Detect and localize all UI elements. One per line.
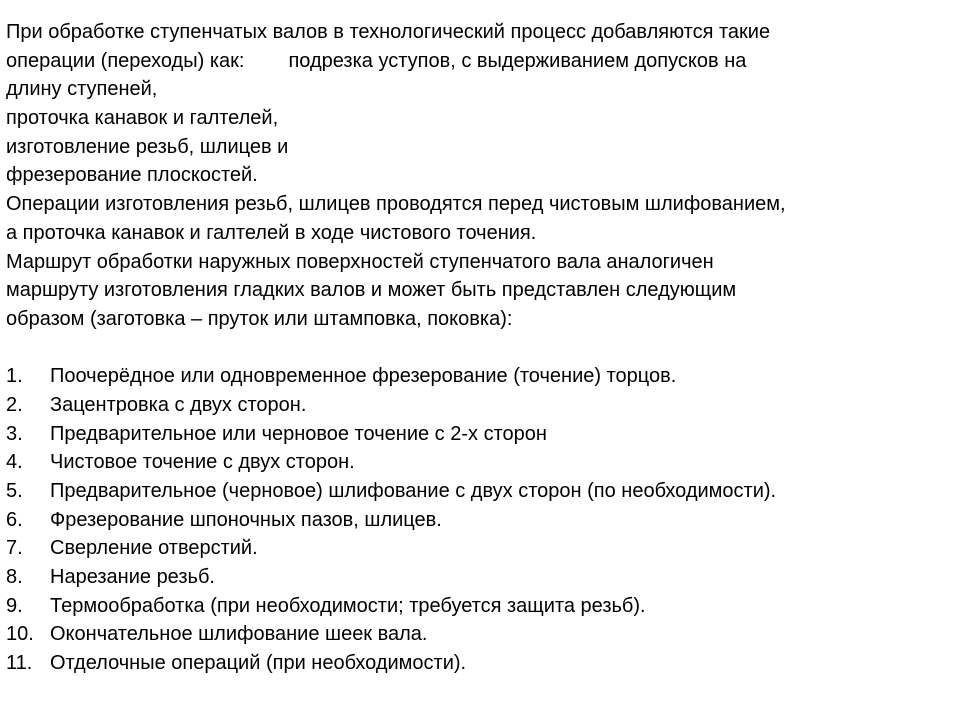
slide-text-body [6,18,946,678]
list-item-number: 8. [6,566,23,589]
list-item [6,592,946,621]
list-item [6,362,946,391]
intro-line-9: Маршрут обработки наружных поверхностей ступенчатого вала аналогичен [6,250,714,273]
intro-line-1: При обработке ступенчатых валов в технологический процесс добавляются такие [6,21,771,43]
list-item-number: 6. [6,508,23,531]
list-item-text: Сверление отверстий. [50,537,258,560]
intro-line-2-tail: подрезка уступов, с выдерживанием допусков на [288,49,747,72]
list-item-text: Фрезерование шпоночных пазов, шлицев. [50,508,442,531]
intro-line-6: фрезерование плоскостей. [6,164,258,187]
intro-line-3: длину ступеней, [6,78,158,101]
list-item-number: 10. [6,623,34,646]
list-item-text: Поочерёдное или одновременное фрезерование (точение) торцов. [50,365,677,388]
list-item-text: Нарезание резьб. [50,566,215,589]
list-item [6,391,946,420]
list-item [6,620,946,649]
list-item-number: 2. [6,393,23,416]
steps-list [6,362,946,678]
list-item [6,649,946,678]
intro-line-2 [6,47,946,76]
list-item-text: Предварительное (черновое) шлифование с двух сторон (по необходимости). [50,480,777,502]
list-item-text: Окончательное шлифование шеек вала. [50,623,428,646]
list-item-text: Предварительное или черновое точение с 2-х сторон [50,422,547,445]
paragraph-spacer [6,334,946,363]
list-item-number: 11. [6,652,33,675]
list-item-number: 5. [6,480,23,502]
list-item [6,477,946,506]
intro-line-5: изготовление резьб, шлицев и [6,135,289,158]
list-item-text: Чистовое точение с двух сторон. [50,451,355,474]
list-item-text: Термообработка (при необходимости; требуется защита резьб). [50,594,646,617]
intro-line-2-lead: операции (переходы) как: [6,49,245,72]
intro-line-4: проточка канавок и галтелей, [6,107,279,130]
list-item-text: Отделочные операций (при необходимости). [50,652,467,675]
list-item-text: Зацентровка с двух сторон. [50,393,307,416]
intro-line-11: образом (заготовка – пруток или штамповка, поковка): [6,307,513,330]
list-item-number: 4. [6,451,23,474]
intro-line-7: Операции изготовления резьб, шлицев проводятся перед чистовым шлифованием, [6,193,786,216]
intro-line-10: маршруту изготовления гладких валов и может быть представлен следующим [6,279,737,302]
list-item-number: 7. [6,537,23,560]
intro-line-8: а проточка канавок и галтелей в ходе чистового точения. [6,221,537,244]
list-item-number: 9. [6,594,23,617]
list-item [6,506,946,535]
list-item-number: 1. [6,365,23,388]
list-item [6,563,946,592]
list-item-number: 3. [6,422,23,445]
list-item [6,448,946,477]
list-item [6,534,946,563]
list-item [6,420,946,449]
